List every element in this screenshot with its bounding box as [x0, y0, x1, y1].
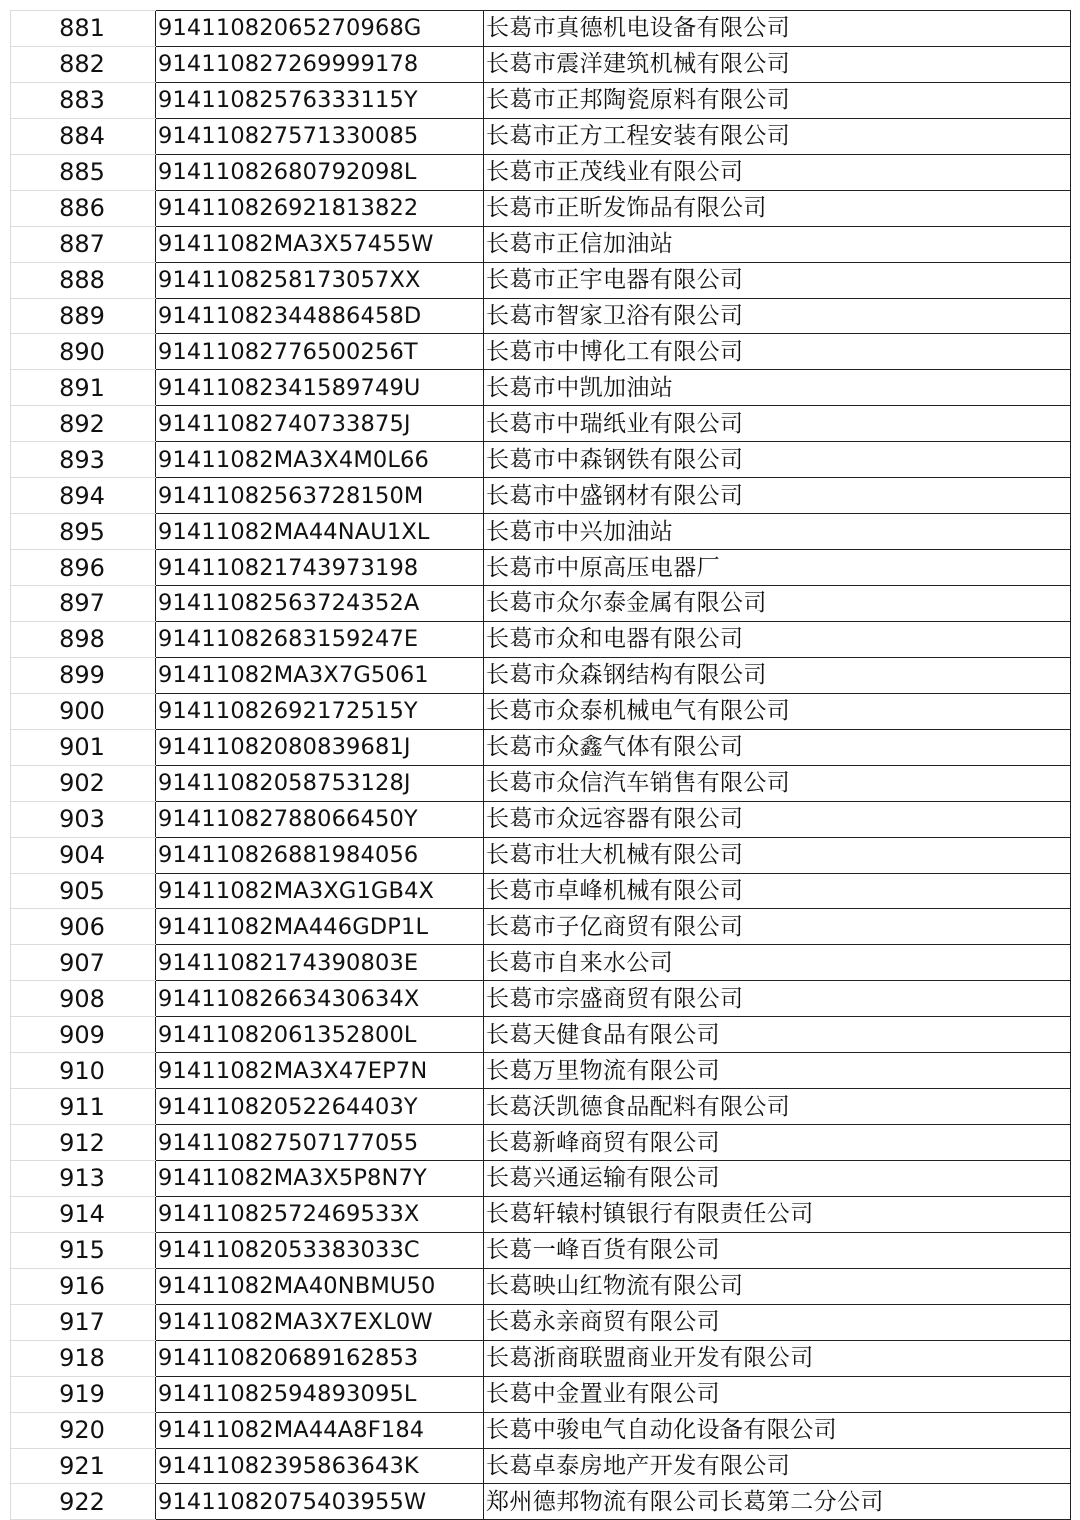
- credit-code: 91411082MA44NAU1XL: [156, 514, 484, 550]
- company-name: 长葛市真德机电设备有限公司: [484, 11, 1071, 47]
- company-name: 长葛市震洋建筑机械有限公司: [484, 46, 1071, 82]
- company-table: [10, 10, 1071, 1520]
- table-row: [11, 1376, 1071, 1412]
- table-row: [11, 765, 1071, 801]
- table-row: [11, 118, 1071, 154]
- credit-code: 91411082052264403Y: [156, 1089, 484, 1125]
- credit-code: 91411082080839681J: [156, 729, 484, 765]
- table-row: [11, 1017, 1071, 1053]
- table-row: [11, 46, 1071, 82]
- company-name: 长葛市中原高压电器厂: [484, 550, 1071, 586]
- row-number: 886: [11, 190, 156, 226]
- table-row: [11, 406, 1071, 442]
- credit-code: 91411082572469533X: [156, 1196, 484, 1232]
- company-name: 长葛卓泰房地产开发有限公司: [484, 1448, 1071, 1484]
- credit-code: 91411082MA3X7EXL0W: [156, 1304, 484, 1340]
- company-name: 长葛兴通运输有限公司: [484, 1161, 1071, 1197]
- table-body: [11, 11, 1071, 1520]
- table-row: [11, 1448, 1071, 1484]
- table-row: [11, 298, 1071, 334]
- credit-code: 91411082174390803E: [156, 945, 484, 981]
- credit-code: 91411082MA44A8F184: [156, 1412, 484, 1448]
- company-name: 长葛市中博化工有限公司: [484, 334, 1071, 370]
- table-row: [11, 1161, 1071, 1197]
- company-name: 长葛市智家卫浴有限公司: [484, 298, 1071, 334]
- credit-code: 91411082341589749U: [156, 370, 484, 406]
- credit-code: 91411082MA3X5P8N7Y: [156, 1161, 484, 1197]
- credit-code: 91411082061352800L: [156, 1017, 484, 1053]
- company-name: 长葛新峰商贸有限公司: [484, 1125, 1071, 1161]
- row-number: 912: [11, 1125, 156, 1161]
- row-number: 904: [11, 837, 156, 873]
- credit-code: 91411082563728150M: [156, 478, 484, 514]
- table-row: [11, 154, 1071, 190]
- credit-code: 914110820689162853: [156, 1340, 484, 1376]
- company-name: 长葛万里物流有限公司: [484, 1053, 1071, 1089]
- table-row: [11, 909, 1071, 945]
- table-row: [11, 729, 1071, 765]
- company-name: 长葛中骏电气自动化设备有限公司: [484, 1412, 1071, 1448]
- credit-code: 91411082075403955W: [156, 1484, 484, 1520]
- table-row: [11, 334, 1071, 370]
- company-list-sheet: [10, 10, 1070, 1520]
- company-name: 郑州德邦物流有限公司长葛第二分公司: [484, 1484, 1071, 1520]
- table-row: [11, 586, 1071, 622]
- row-number: 917: [11, 1304, 156, 1340]
- company-name: 长葛市众和电器有限公司: [484, 621, 1071, 657]
- row-number: 896: [11, 550, 156, 586]
- company-name: 长葛市正宇电器有限公司: [484, 262, 1071, 298]
- table-row: [11, 981, 1071, 1017]
- table-row: [11, 262, 1071, 298]
- row-number: 892: [11, 406, 156, 442]
- credit-code: 91411082MA40NBMU50: [156, 1268, 484, 1304]
- row-number: 890: [11, 334, 156, 370]
- row-number: 907: [11, 945, 156, 981]
- row-number: 913: [11, 1161, 156, 1197]
- table-row: [11, 945, 1071, 981]
- row-number: 908: [11, 981, 156, 1017]
- credit-code: 914110821743973198: [156, 550, 484, 586]
- row-number: 885: [11, 154, 156, 190]
- row-number: 895: [11, 514, 156, 550]
- row-number: 919: [11, 1376, 156, 1412]
- row-number: 894: [11, 478, 156, 514]
- table-row: [11, 1125, 1071, 1161]
- company-name: 长葛市正茂线业有限公司: [484, 154, 1071, 190]
- table-row: [11, 514, 1071, 550]
- credit-code: 914110826881984056: [156, 837, 484, 873]
- row-number: 889: [11, 298, 156, 334]
- credit-code: 91411082680792098L: [156, 154, 484, 190]
- credit-code: 914110826921813822: [156, 190, 484, 226]
- company-name: 长葛天健食品有限公司: [484, 1017, 1071, 1053]
- company-name: 长葛市众信汽车销售有限公司: [484, 765, 1071, 801]
- company-name: 长葛市众鑫气体有限公司: [484, 729, 1071, 765]
- row-number: 891: [11, 370, 156, 406]
- company-name: 长葛市子亿商贸有限公司: [484, 909, 1071, 945]
- table-row: [11, 1053, 1071, 1089]
- credit-code: 914110827507177055: [156, 1125, 484, 1161]
- table-row: [11, 1232, 1071, 1268]
- credit-code: 91411082MA3X57455W: [156, 226, 484, 262]
- row-number: 921: [11, 1448, 156, 1484]
- credit-code: 9141108258173057XX: [156, 262, 484, 298]
- table-row: [11, 190, 1071, 226]
- credit-code: 91411082MA3X4M0L66: [156, 442, 484, 478]
- credit-code: 91411082058753128J: [156, 765, 484, 801]
- row-number: 899: [11, 657, 156, 693]
- row-number: 905: [11, 873, 156, 909]
- company-name: 长葛市自来水公司: [484, 945, 1071, 981]
- company-name: 长葛永亲商贸有限公司: [484, 1304, 1071, 1340]
- table-row: [11, 657, 1071, 693]
- table-row: [11, 226, 1071, 262]
- row-number: 911: [11, 1089, 156, 1125]
- row-number: 898: [11, 621, 156, 657]
- table-row: [11, 442, 1071, 478]
- company-name: 长葛市中凯加油站: [484, 370, 1071, 406]
- company-name: 长葛市众森钢结构有限公司: [484, 657, 1071, 693]
- company-name: 长葛映山红物流有限公司: [484, 1268, 1071, 1304]
- table-row: [11, 1089, 1071, 1125]
- company-name: 长葛市中森钢铁有限公司: [484, 442, 1071, 478]
- credit-code: 91411082395863643K: [156, 1448, 484, 1484]
- credit-code: 91411082576333115Y: [156, 82, 484, 118]
- credit-code: 91411082053383033C: [156, 1232, 484, 1268]
- row-number: 906: [11, 909, 156, 945]
- row-number: 901: [11, 729, 156, 765]
- table-row: [11, 478, 1071, 514]
- table-row: [11, 82, 1071, 118]
- row-number: 897: [11, 586, 156, 622]
- row-number: 887: [11, 226, 156, 262]
- row-number: 922: [11, 1484, 156, 1520]
- company-name: 长葛市正方工程安装有限公司: [484, 118, 1071, 154]
- row-number: 914: [11, 1196, 156, 1232]
- credit-code: 91411082MA446GDP1L: [156, 909, 484, 945]
- row-number: 909: [11, 1017, 156, 1053]
- credit-code: 91411082563724352A: [156, 586, 484, 622]
- table-row: [11, 873, 1071, 909]
- company-name: 长葛一峰百货有限公司: [484, 1232, 1071, 1268]
- credit-code: 91411082776500256T: [156, 334, 484, 370]
- table-row: [11, 1304, 1071, 1340]
- table-row: [11, 550, 1071, 586]
- company-name: 长葛市中瑞纸业有限公司: [484, 406, 1071, 442]
- company-name: 长葛市壮大机械有限公司: [484, 837, 1071, 873]
- credit-code: 91411082692172515Y: [156, 693, 484, 729]
- table-row: [11, 1340, 1071, 1376]
- table-row: [11, 801, 1071, 837]
- row-number: 918: [11, 1340, 156, 1376]
- credit-code: 91411082740733875J: [156, 406, 484, 442]
- row-number: 916: [11, 1268, 156, 1304]
- company-name: 长葛市正昕发饰品有限公司: [484, 190, 1071, 226]
- company-name: 长葛市众泰机械电气有限公司: [484, 693, 1071, 729]
- credit-code: 91411082594893095L: [156, 1376, 484, 1412]
- credit-code: 91411082MA3X47EP7N: [156, 1053, 484, 1089]
- credit-code: 91411082MA3XG1GB4X: [156, 873, 484, 909]
- row-number: 900: [11, 693, 156, 729]
- row-number: 881: [11, 11, 156, 47]
- row-number: 884: [11, 118, 156, 154]
- company-name: 长葛市众远容器有限公司: [484, 801, 1071, 837]
- company-name: 长葛中金置业有限公司: [484, 1376, 1071, 1412]
- company-name: 长葛市正邦陶瓷原料有限公司: [484, 82, 1071, 118]
- credit-code: 91411082788066450Y: [156, 801, 484, 837]
- company-name: 长葛市众尔泰金属有限公司: [484, 586, 1071, 622]
- company-name: 长葛浙商联盟商业开发有限公司: [484, 1340, 1071, 1376]
- row-number: 888: [11, 262, 156, 298]
- table-row: [11, 1196, 1071, 1232]
- company-name: 长葛市中盛钢材有限公司: [484, 478, 1071, 514]
- row-number: 893: [11, 442, 156, 478]
- row-number: 920: [11, 1412, 156, 1448]
- company-name: 长葛市正信加油站: [484, 226, 1071, 262]
- company-name: 长葛轩辕村镇银行有限责任公司: [484, 1196, 1071, 1232]
- credit-code: 91411082683159247E: [156, 621, 484, 657]
- row-number: 882: [11, 46, 156, 82]
- credit-code: 91411082663430634X: [156, 981, 484, 1017]
- row-number: 883: [11, 82, 156, 118]
- table-row: [11, 1268, 1071, 1304]
- row-number: 915: [11, 1232, 156, 1268]
- credit-code: 91411082MA3X7G5061: [156, 657, 484, 693]
- credit-code: 91411082344886458D: [156, 298, 484, 334]
- credit-code: 914110827571330085: [156, 118, 484, 154]
- table-row: [11, 837, 1071, 873]
- company-name: 长葛市宗盛商贸有限公司: [484, 981, 1071, 1017]
- credit-code: 914110827269999178: [156, 46, 484, 82]
- table-row: [11, 370, 1071, 406]
- credit-code: 91411082065270968G: [156, 11, 484, 47]
- table-row: [11, 1484, 1071, 1520]
- company-name: 长葛市卓峰机械有限公司: [484, 873, 1071, 909]
- table-row: [11, 621, 1071, 657]
- row-number: 902: [11, 765, 156, 801]
- table-row: [11, 11, 1071, 47]
- company-name: 长葛沃凯德食品配料有限公司: [484, 1089, 1071, 1125]
- table-row: [11, 1412, 1071, 1448]
- company-name: 长葛市中兴加油站: [484, 514, 1071, 550]
- table-row: [11, 693, 1071, 729]
- row-number: 910: [11, 1053, 156, 1089]
- row-number: 903: [11, 801, 156, 837]
